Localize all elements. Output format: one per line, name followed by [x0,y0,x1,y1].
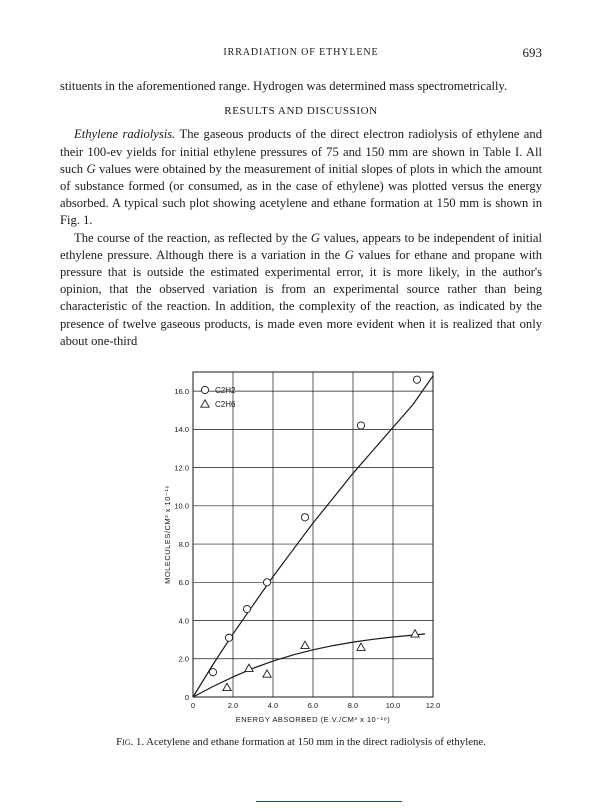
paragraph-1: stituents in the aforementioned range. Hydrogen was determined mass spectrometrically. [60,79,508,93]
c2h6-data-point [245,664,253,671]
running-title: IRRADIATION OF ETHYLENE [223,47,379,58]
c2h2-data-point [357,422,364,429]
c2h6-data-point [357,643,365,650]
figure-caption-label: Fig. 1. [116,736,145,748]
figure-1-chart [150,368,450,728]
c2h2-data-point [209,669,216,676]
c2h6-data-point [263,670,271,677]
x-tick-label: 10.0 [385,701,401,710]
paragraph-2 [60,126,542,229]
paragraph-2-lead: Ethylene radiolysis. [74,127,176,142]
y-tick-label: 6.0 [178,578,189,588]
y-tick-label: 4.0 [178,616,189,626]
paragraph-3 [60,230,542,350]
c2h2-data-point [413,376,420,383]
g-value-symbol: G [344,247,354,262]
c2h6-data-point [223,683,231,690]
x-tick-label: 2.0 [227,701,239,710]
x-tick-label: 8.0 [347,701,359,710]
paragraph-3-text-a: The course of the reaction, as reflected by the [74,230,311,245]
x-axis-label: ENERGY ABSORBED (E.V./CM³ x 10⁻¹⁸) [235,715,391,724]
article-body [60,78,542,350]
x-tick-label: 0 [190,701,196,710]
figure-caption-text: Acetylene and ethane formation at 150 mm in the direct radiolysis of ethylene. [144,736,486,748]
y-tick-label: 2.0 [178,654,189,664]
y-tick-label: 14.0 [174,425,189,435]
page-number: 693 [522,45,542,60]
running-head [60,45,542,61]
c2h2-data-point [243,605,250,612]
paragraph-2-text-b: values were obtained by the measurement of initial slopes of plots in which the amount of substance formed (or consumed, as in the case of ethylene) was plotted versus the energy absorbed. A typical such plot showing acetylene and ethane formation at 150 mm is shown in Fig. 1. [60,161,542,228]
y-tick-label: 12.0 [174,463,189,473]
y-tick-label: 16.0 [174,386,189,396]
legend-label-c2h6: C2H6 [215,400,236,409]
legend-triangle-marker [201,400,209,407]
y-tick-label: 8.0 [178,539,189,549]
g-value-symbol: G [86,161,96,176]
y-tick-label: 10.0 [174,501,189,511]
paragraph-3-text-c: values for ethane and propane with pressure that is outside the estimated experimental error, it is more likely, in the author's opinion, that the observed variation is from an experimental source rather than being characteristic of the reaction. In addition, the complexity of the reaction, as indicated by the presence of twelve gaseous products, is made even more evident when it is realized that only about one-third [60,247,542,348]
x-tick-label: 6.0 [307,701,319,710]
legend-circle-marker [201,386,208,393]
c2h6-data-point [301,641,309,648]
paragraph-2-text-a: The gaseous products of the direct electron radiolysis of ethylene and their 100-ev yields for initial ethylene pressures of 75 and 150 mm are shown in Table I. All such [60,127,542,176]
x-tick-label: 12.0 [425,701,441,710]
c2h2-data-point [263,579,270,586]
x-tick-label: 4.0 [267,701,279,710]
legend-label-c2h2: C2H2 [215,386,236,395]
footer-link-rule [256,801,402,802]
section-heading: RESULTS AND DISCUSSION [224,105,378,118]
c2h2-data-point [301,514,308,521]
y-tick-label: 0 [184,692,189,702]
figure-1 [150,368,450,728]
c2h6-data-point [411,630,419,637]
c2h2-data-point [225,634,232,641]
y-axis-label: MOLECULES/CM³ x 10⁻¹⁶ [163,485,172,584]
figure-caption [60,736,542,748]
paragraph-3-text-b: values, appears to be independent of initial ethylene pressure. Although there is a variation in the [60,230,543,262]
g-value-symbol: G [310,230,320,245]
